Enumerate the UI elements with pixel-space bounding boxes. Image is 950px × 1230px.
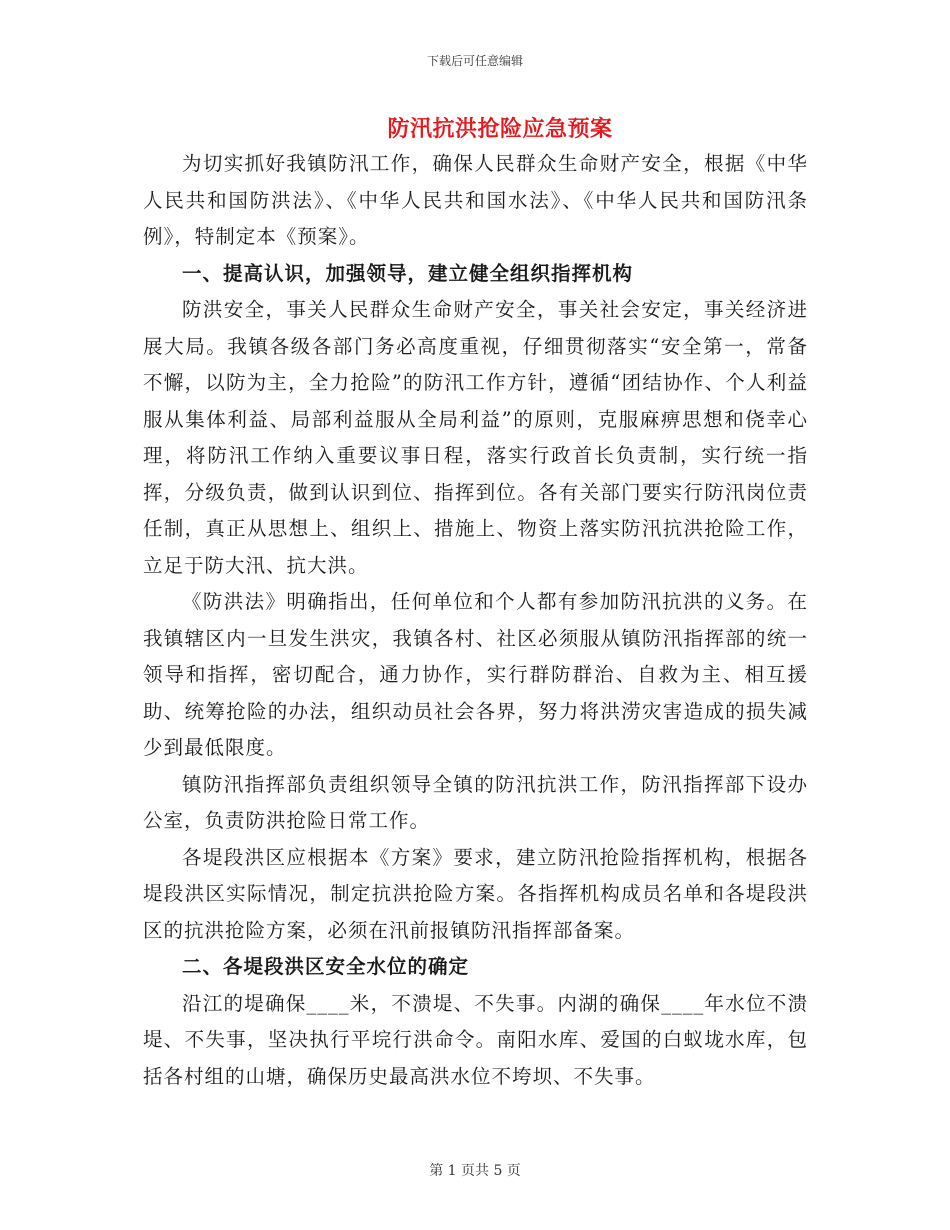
intro-paragraph: 为切实抓好我镇防汛工作，确保人民群众生命财产安全，根据《中华人民共和国防洪法》、《中华人民共和国水法》、《中华人民共和国防汛条例》，特制定本《预案》。 (143, 152, 808, 248)
body-paragraph: 防洪安全，事关人民群众生命财产安全，事关社会安定，事关经济进展大局。我镇各级各部门务必高度重视，仔细贯彻落实“安全第一，常备不懈，以防为主，全力抢险”的防汛工作方针，遵循“团结协作、个人利益服从集体利益、局部利益服从全局利益”的原则，克服麻痹思想和侥幸心理，将防汛工作纳入重要议事日程，落实行政首长负责制，实行统一指挥，分级负责，做到认识到位、指挥到位。各有关部门要实行防汛岗位责任制，真正从思想上、组织上、措施上、物资上落实防汛抗洪抢险工作，立足于防大汛、抗大洪。 (143, 298, 808, 577)
page-header: 下载后可任意编辑 (426, 54, 523, 68)
body-paragraph: 沿江的堤确保____米，不溃堤、不失事。内湖的确保____年水位不溃堤、不失事，坚决执行平垸行洪命令。南阳水库、爱国的白蚁垅水库，包括各村组的山塘，确保历史最高洪水位不垮坝、不失事。 (143, 991, 808, 1088)
document-title: 防汛抗洪抢险应急预案 (387, 116, 613, 142)
section-heading-1: 一、提高认识，加强领导，建立健全组织指挥机构 (182, 261, 634, 285)
body-paragraph: 各堤段洪区应根据本《方案》要求，建立防汛抢险指挥机构，根据各堤段洪区实际情况，制定抗洪抢险方案。各指挥机构成员名单和各堤段洪区的抗洪抢险方案，必须在汛前报镇防汛指挥部备案。 (143, 845, 808, 942)
document-body (143, 146, 808, 1095)
page-footer: 第 1 页共 5 页 (429, 1163, 521, 1179)
section-heading-2: 二、各堤段洪区安全水位的确定 (182, 955, 470, 978)
body-paragraph: 镇防汛指挥部负责组织领导全镇的防汛抗洪工作，防汛指挥部下设办公室，负责防洪抢险日常工作。 (143, 772, 808, 832)
body-paragraph: 《防洪法》明确指出，任何单位和个人都有参加防汛抗洪的义务。在我镇辖区内一旦发生洪灾，我镇各村、社区必须服从镇防汛指挥部的统一领导和指挥，密切配合，通力协作，实行群防群治、自救为主、相互援助、统筹抢险的办法，组织动员社会各界，努力将洪涝灾害造成的损失减少到最低限度。 (143, 590, 808, 759)
